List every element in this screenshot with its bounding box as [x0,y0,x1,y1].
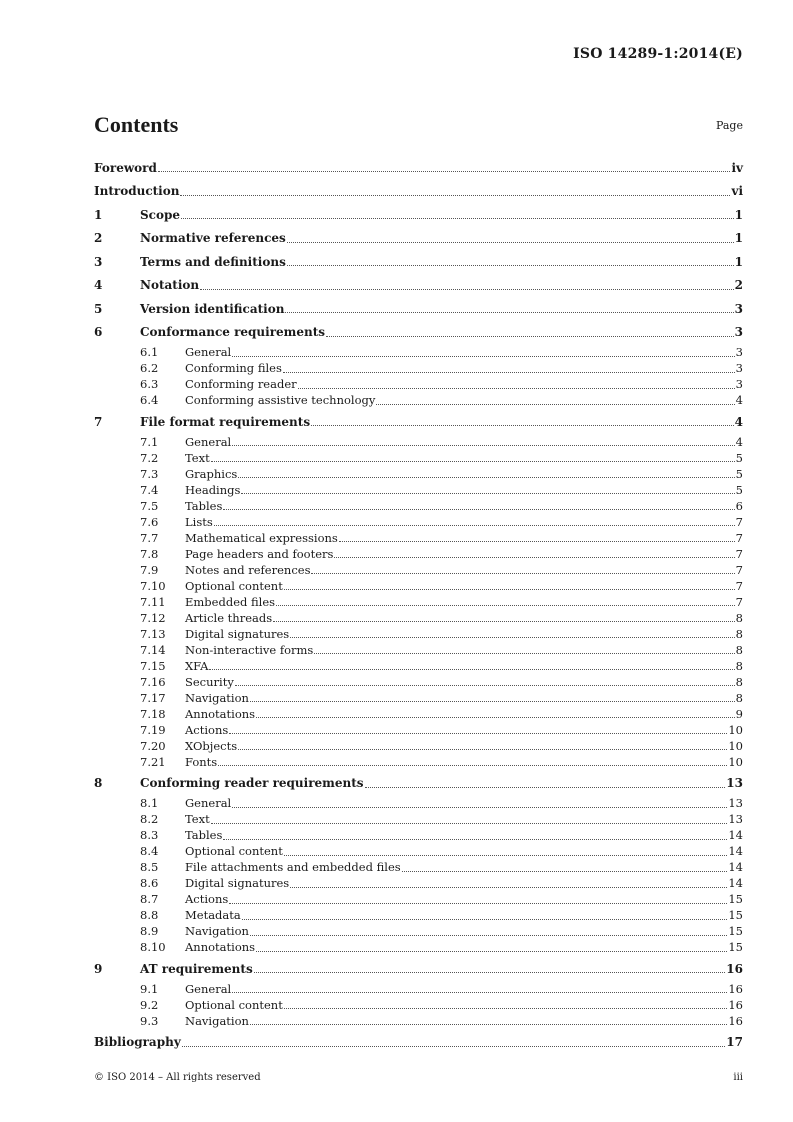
toc-subentry[interactable] [94,360,743,376]
toc-subentry-label: General [185,796,232,810]
toc-subentry-label: Digital signatures [185,626,290,641]
toc-subentry-label: Annotations [185,940,256,954]
toc-entry[interactable] [94,227,743,251]
toc-subentry-page: 10 [728,738,743,753]
dot-leader [232,992,727,993]
toc-subentry-number: 7.20 [140,738,166,753]
toc-subentry[interactable] [94,530,743,546]
dot-leader [283,372,735,373]
toc-subentry-number: 8.4 [140,844,159,858]
dot-leader [182,1046,726,1047]
toc-subentry-number: 7.7 [140,530,159,545]
toc-subentry[interactable] [94,610,743,626]
dot-leader [298,388,735,389]
toc-subentry-page: 8 [735,610,743,625]
dot-leader [250,1024,727,1025]
toc-subentry-number: 7.21 [140,754,166,769]
dot-leader [232,356,734,357]
toc-subentry-page: 5 [735,450,743,465]
dot-leader [284,1008,728,1009]
dot-leader [256,717,735,718]
toc-subentry-label: Non-interactive forms [185,642,314,657]
toc-subentry-label: Conforming reader [185,377,297,391]
toc-subentry[interactable] [94,690,743,706]
toc-entry-number: 6 [94,325,103,340]
table-of-contents [94,156,743,1054]
dot-leader [339,541,735,542]
toc-entry-label: AT requirements [140,961,253,976]
toc-subentry-number: 7.11 [140,594,166,609]
toc-subentry-label: Navigation [185,924,249,938]
toc-subentry[interactable] [94,482,743,498]
toc-entry-page: 1 [734,254,743,269]
toc-entry[interactable] [94,156,743,180]
dot-leader [290,637,734,638]
toc-subentry-number: 8.5 [140,860,159,874]
toc-subentry-number: 6.4 [140,393,159,407]
toc-entry-label: Conformance requirements [140,325,326,340]
toc-subentry-number: 8.1 [140,796,159,810]
toc-subentry[interactable] [94,344,743,360]
toc-subentry-label: Conforming files [185,361,282,375]
toc-subentry-page: 13 [728,812,743,826]
dot-leader [311,573,734,574]
toc-subentry-page: 15 [728,924,743,938]
document-identifier: ISO 14289-1:2014(E) [573,46,743,62]
toc-subentry[interactable] [94,546,743,562]
toc-subentry-label: Tables [185,498,223,513]
toc-subentry-page: 7 [735,514,743,529]
dot-leader [223,509,734,510]
toc-subentry[interactable] [94,891,743,907]
toc-subentry[interactable] [94,811,743,827]
toc-subentry[interactable] [94,514,743,530]
toc-subentry-number: 7.6 [140,514,159,529]
toc-subentry-page: 8 [735,658,743,673]
page-column-label: Page [715,119,743,132]
dot-leader [311,425,734,426]
toc-subentry[interactable] [94,738,743,754]
toc-subentry[interactable] [94,907,743,923]
toc-subentry-label: Conforming assistive technology [185,393,376,407]
toc-subentry-label: Page headers and footers [185,546,334,561]
page-title: Contents [94,112,179,137]
toc-subentry-page: 10 [728,754,743,769]
toc-subentry[interactable] [94,642,743,658]
toc-subentry[interactable] [94,923,743,939]
toc-subentry[interactable] [94,859,743,875]
toc-entry-number: 5 [94,301,103,316]
toc-entry-label: Version identification [140,301,285,316]
toc-subentry-number: 9.3 [140,1013,159,1028]
toc-subentry-page: 5 [735,466,743,481]
toc-subentry-page: 14 [728,844,743,858]
dot-leader [209,669,734,670]
page-footer [94,1072,743,1083]
toc-subentry[interactable] [94,434,743,450]
toc-subentry[interactable] [94,498,743,514]
toc-subentry[interactable] [94,392,743,408]
toc-entry-page: iv [731,160,743,175]
dot-leader [285,312,733,313]
toc-subentry-number: 7.19 [140,722,166,737]
toc-entry-page: 3 [734,301,743,316]
toc-subentry[interactable] [94,626,743,642]
toc-entry-page: 1 [734,207,743,222]
toc-subentry-label: Article threads [185,610,273,625]
toc-subentry-label: General [185,434,232,449]
toc-subentry[interactable] [94,706,743,722]
dot-leader [232,807,727,808]
toc-entry[interactable] [94,203,743,227]
toc-subentry-label: Security [185,674,234,689]
toc-entry-number: 4 [94,278,103,293]
toc-subentry[interactable] [94,939,743,955]
toc-entry[interactable] [94,250,743,274]
toc-subentry-number: 6.2 [140,361,159,375]
toc-subentry-label: Navigation [185,1013,249,1028]
toc-entry-number: 7 [94,414,103,429]
toc-entry-page: 17 [726,1035,743,1050]
toc-subentry-page: 16 [728,981,743,996]
dot-leader [326,336,734,337]
toc-entry-number: 1 [94,207,103,222]
toc-entry-page: 13 [726,776,743,791]
toc-subentry-number: 7.13 [140,626,166,641]
toc-entry-label: File format requirements [140,414,311,429]
toc-subentry-label: Optional content [185,844,283,858]
toc-subentry-page: 7 [735,578,743,593]
toc-subentry-number: 7.8 [140,546,159,561]
toc-subentry[interactable] [94,658,743,674]
toc-entry[interactable] [94,274,743,298]
toc-entry-page: 3 [734,325,743,340]
dot-leader [238,477,734,478]
toc-entry-label: Conforming reader requirements [140,776,364,791]
toc-subentry[interactable] [94,722,743,738]
toc-entry[interactable] [94,772,743,796]
toc-subentry-page: 3 [735,345,743,359]
toc-subentry-label: General [185,981,232,996]
toc-subentry-number: 8.7 [140,892,159,906]
toc-entry-label: Normative references [140,231,286,246]
toc-entry-page: 4 [734,414,743,429]
toc-subentry-page: 4 [735,434,743,449]
dot-leader [256,951,727,952]
toc-subentry-page: 7 [735,530,743,545]
toc-subentry-page: 5 [735,482,743,497]
toc-entry-label: Scope [140,207,181,222]
toc-subentry-label: Notes and references [185,562,311,577]
toc-entry[interactable] [94,180,743,204]
toc-subentry-number: 8.10 [140,940,166,954]
toc-subentry-page: 4 [735,393,743,407]
toc-subentry-page: 8 [735,626,743,641]
toc-entry-page: vi [731,184,743,199]
toc-subentry-number: 8.9 [140,924,159,938]
toc-subentry-page: 14 [728,876,743,890]
dot-leader [284,589,735,590]
toc-subentry-number: 7.10 [140,578,166,593]
toc-entry-label: Introduction [94,184,180,199]
toc-subentry-number: 8.6 [140,876,159,890]
toc-subentry-number: 7.16 [140,674,166,689]
dot-leader [181,218,734,219]
toc-subentry-page: 15 [728,892,743,906]
toc-subentry-label: Optional content [185,578,283,593]
toc-subentry-page: 8 [735,642,743,657]
toc-subentry[interactable] [94,594,743,610]
toc-subentry-number: 8.8 [140,908,159,922]
toc-subentry[interactable] [94,674,743,690]
toc-subentry-label: Actions [185,892,229,906]
toc-subentry-label: Digital signatures [185,876,290,890]
toc-subentry[interactable] [94,466,743,482]
toc-subentry-page: 6 [735,498,743,513]
toc-subentry-label: Text [185,812,210,826]
toc-subentry-page: 3 [735,361,743,375]
toc-subentry-number: 7.14 [140,642,166,657]
toc-subentry-page: 3 [735,377,743,391]
dot-leader [238,749,727,750]
toc-subentry[interactable] [94,578,743,594]
dot-leader [365,787,726,788]
toc-subentry-number: 7.17 [140,690,166,705]
toc-subentry-label: Graphics [185,466,238,481]
dot-leader [402,871,728,872]
dot-leader [334,557,734,558]
toc-subentry-number: 6.1 [140,345,159,359]
toc-subentry-label: Tables [185,828,223,842]
toc-subentry-number: 7.4 [140,482,159,497]
toc-entry[interactable] [94,410,743,434]
dot-leader [223,839,727,840]
toc-subentry-page: 8 [735,690,743,705]
toc-subentry-number: 7.1 [140,434,159,449]
toc-subentry-page: 16 [728,1013,743,1028]
toc-subentry-page: 7 [735,594,743,609]
toc-subentry-label: Embedded files [185,594,276,609]
toc-subentry-page: 10 [728,722,743,737]
dot-leader [158,171,731,172]
toc-entry[interactable] [94,321,743,345]
toc-entry-page: 16 [726,961,743,976]
dot-leader [254,972,726,973]
dot-leader [284,855,728,856]
dot-leader [241,493,734,494]
toc-subentry[interactable] [94,562,743,578]
toc-entry[interactable] [94,297,743,321]
toc-subentry-number: 6.3 [140,377,159,391]
toc-subentry[interactable] [94,450,743,466]
toc-entry[interactable] [94,957,743,981]
toc-subentry-page: 7 [735,562,743,577]
dot-leader [214,525,735,526]
toc-subentry-page: 16 [728,997,743,1012]
toc-subentry[interactable] [94,997,743,1013]
dot-leader [218,765,727,766]
toc-subentry[interactable] [94,1013,743,1029]
toc-subentry[interactable] [94,981,743,997]
toc-subentry-number: 7.2 [140,450,159,465]
toc-subentry-number: 7.9 [140,562,159,577]
toc-subentry-number: 7.5 [140,498,159,513]
toc-subentry-page: 13 [728,796,743,810]
toc-subentry-number: 7.12 [140,610,166,625]
dot-leader [276,605,735,606]
toc-subentry-number: 7.18 [140,706,166,721]
toc-subentry-number: 9.2 [140,997,159,1012]
dot-leader [229,903,727,904]
toc-entry-page: 2 [734,278,743,293]
toc-subentry-number: 7.15 [140,658,166,673]
toc-subentry-label: XObjects [185,738,238,753]
dot-leader [287,265,734,266]
toc-entry-number: 3 [94,254,103,269]
toc-subentry[interactable] [94,843,743,859]
dot-leader [314,653,734,654]
toc-entry[interactable] [94,1031,743,1055]
toc-entry-label: Notation [140,278,200,293]
toc-subentry-label: Headings [185,482,241,497]
toc-subentry-number: 8.2 [140,812,159,826]
toc-subentry-number: 9.1 [140,981,159,996]
toc-subentry-label: Lists [185,514,213,529]
dot-leader [250,935,727,936]
toc-subentry-label: Fonts [185,754,218,769]
toc-subentry-page: 7 [735,546,743,561]
toc-subentry-label: Optional content [185,997,283,1012]
toc-subentry-label: Mathematical expressions [185,530,338,545]
toc-subentry[interactable] [94,795,743,811]
dot-leader [229,733,727,734]
toc-entry-number: 8 [94,776,103,791]
toc-subentry-label: Actions [185,722,229,737]
toc-entry-number: 2 [94,231,103,246]
toc-subentry[interactable] [94,827,743,843]
dot-leader [287,242,734,243]
toc-subentry-page: 15 [728,940,743,954]
toc-subentry-label: File attachments and embedded files [185,860,401,874]
dot-leader [200,289,734,290]
toc-subentry-label: Metadata [185,908,241,922]
toc-subentry-label: Text [185,450,210,465]
toc-subentry[interactable] [94,875,743,891]
toc-subentry-page: 14 [728,860,743,874]
toc-subentry-number: 8.3 [140,828,159,842]
toc-subentry-label: XFA [185,658,209,673]
dot-leader [235,685,735,686]
toc-subentry[interactable] [94,376,743,392]
toc-entry-label: Terms and definitions [140,254,286,269]
toc-entry-label: Foreword [94,160,157,175]
toc-entry-page: 1 [734,231,743,246]
toc-subentry-label: Navigation [185,690,249,705]
copyright-notice: © ISO 2014 – All rights reserved [94,1072,261,1083]
dot-leader [211,823,728,824]
toc-subentry-page: 8 [735,674,743,689]
dot-leader [290,887,727,888]
toc-subentry[interactable] [94,754,743,770]
toc-entry-label: Bibliography [94,1035,181,1050]
page-number: iii [733,1072,743,1083]
dot-leader [376,404,734,405]
toc-entry-number: 9 [94,961,103,976]
dot-leader [232,445,734,446]
toc-subentry-label: General [185,345,232,359]
toc-subentry-number: 7.3 [140,466,159,481]
toc-subentry-page: 9 [735,706,743,721]
dot-leader [250,701,735,702]
toc-subentry-page: 14 [728,828,743,842]
dot-leader [273,621,735,622]
toc-subentry-label: Annotations [185,706,256,721]
dot-leader [242,919,728,920]
dot-leader [211,461,735,462]
dot-leader [180,195,730,196]
toc-subentry-page: 15 [728,908,743,922]
